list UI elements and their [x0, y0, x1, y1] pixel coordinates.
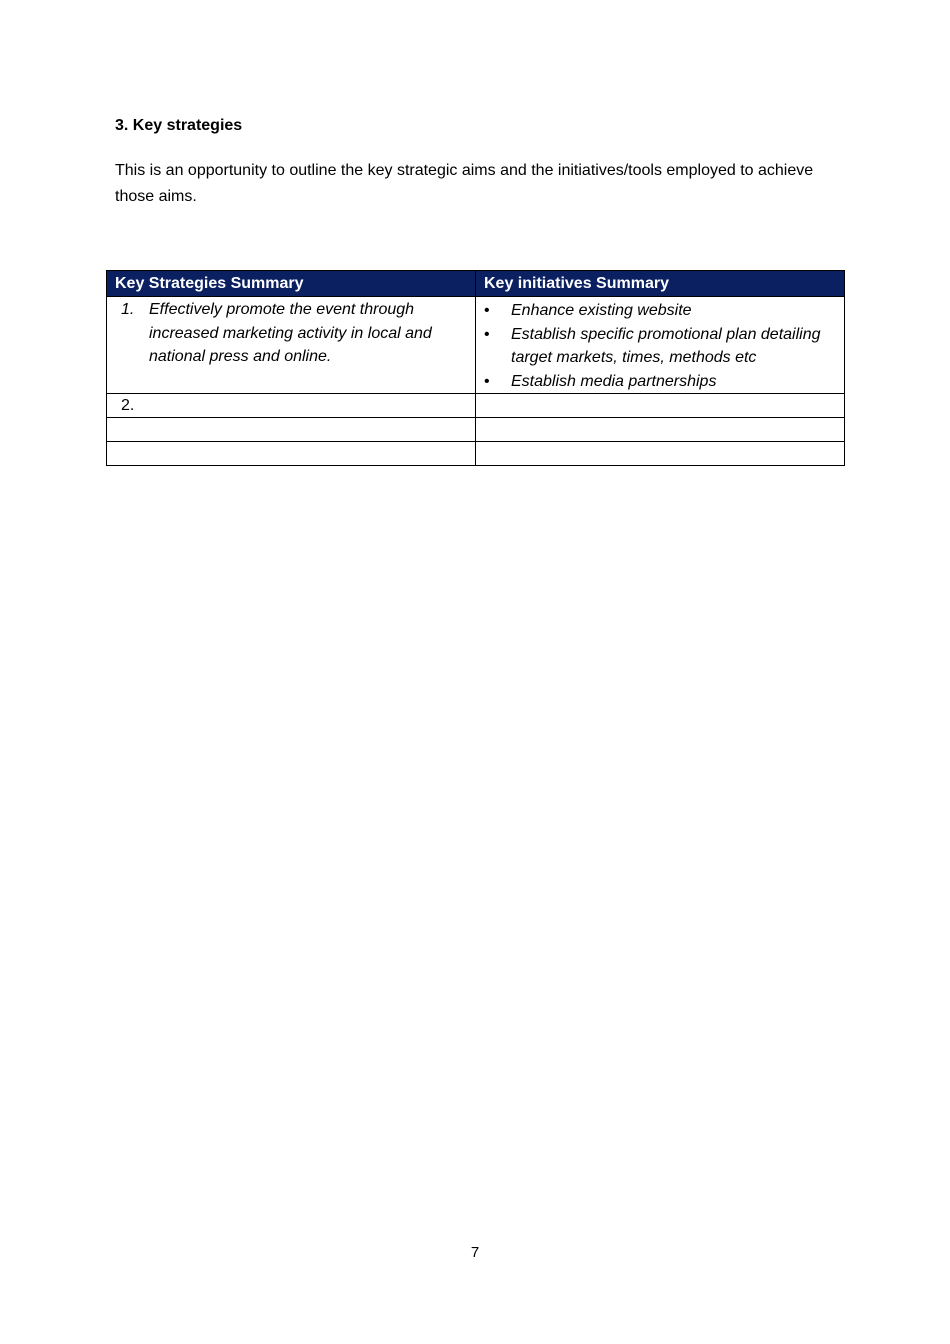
table-header-row	[107, 271, 845, 297]
initiatives-cell	[476, 297, 845, 394]
bullet-icon: •	[484, 302, 490, 319]
strategy-text: Effectively promote the event through increased marketing activity in local and national press and online.	[149, 301, 432, 365]
initiative-text: Establish media partnerships	[511, 372, 717, 390]
table-row	[107, 394, 845, 418]
list-item	[484, 370, 836, 394]
strategy-number: 2.	[121, 397, 135, 414]
section-heading: 3. Key strategies	[115, 117, 243, 134]
table-row	[107, 442, 845, 466]
initiatives-cell	[476, 442, 845, 466]
bullet-icon: •	[484, 372, 490, 390]
strategy-item	[107, 297, 475, 369]
table-row	[107, 297, 845, 394]
strategies-table	[106, 270, 845, 466]
section-intro: This is an opportunity to outline the key strategic aims and the initiatives/tools employed to achieve those aims.	[115, 162, 814, 205]
initiatives-cell	[476, 394, 845, 418]
list-item	[484, 299, 836, 323]
table-row	[107, 418, 845, 442]
strategy-cell	[107, 297, 476, 394]
strategy-cell	[107, 418, 476, 442]
initiatives-cell	[476, 418, 845, 442]
bullet-icon: •	[484, 325, 490, 343]
strategy-cell	[107, 442, 476, 466]
initiative-text: Establish specific promotional plan detailing target markets, times, methods etc	[511, 325, 821, 366]
strategy-cell	[107, 394, 476, 418]
header-key-initiatives: Key initiatives Summary	[476, 271, 845, 297]
header-key-strategies: Key Strategies Summary	[107, 271, 476, 297]
initiative-text: Enhance existing website	[511, 302, 692, 319]
strategy-number: 1.	[121, 301, 135, 318]
page-number: 7	[470, 1244, 480, 1261]
list-item	[484, 323, 836, 370]
initiatives-list	[476, 297, 844, 393]
